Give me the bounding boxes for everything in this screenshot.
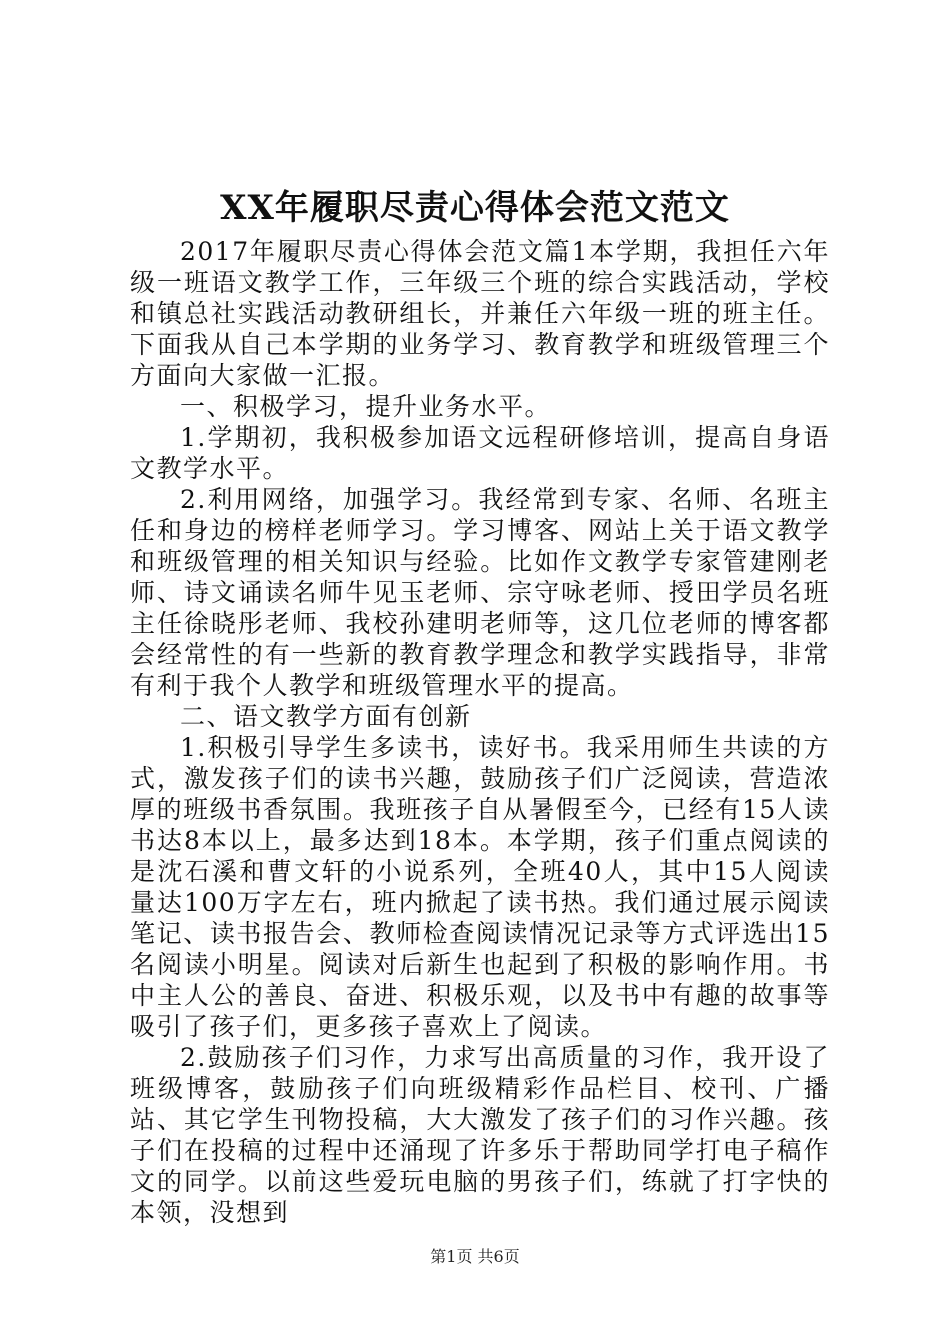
document-body [130,236,830,1228]
section-heading-2: 二、语文教学方面有创新 [180,702,472,731]
page-title: XX年履职尽责心得体会范文范文 [220,188,730,228]
section-heading-1: 一、积极学习，提升业务水平。 [180,392,552,421]
paragraph-1-2: 2.利用网络，加强学习。我经常到专家、名师、名班主任和身边的榜样老师学习。学习博客、网站上关于语文教学和班级管理的相关知识与经验。比如作文教学专家管建刚老师、诗文诵读名师牛见玉老师、宗守咏老师、授田学员名班主任徐晓彤老师、我校孙建明老师等，这几位老师的博客都会经常性的有一些新的教育教学理念和教学实践指导，非常有利于我个人教学和班级管理水平的提高。 [130,485,830,700]
paragraph-intro: 2017年履职尽责心得体会范文篇1本学期，我担任六年级一班语文教学工作，三年级三个班的综合实践活动，学校和镇总社实践活动教研组长，并兼任六年级一班的班主任。下面我从自己本学期的业务学习、教育教学和班级管理三个方面向大家做一汇报。 [130,237,830,390]
page-footer: 第1页 共6页 [430,1247,520,1266]
paragraph-2-1: 1.积极引导学生多读书，读好书。我采用师生共读的方式，激发孩子们的读书兴趣，鼓励孩子们广泛阅读，营造浓厚的班级书香氛围。我班孩子自从暑假至今，已经有15人读书达8本以上，最多达到18本。本学期，孩子们重点阅读的是沈石溪和曹文轩的小说系列，全班40人，其中15人阅读量达100万字左右，班内掀起了读书热。我们通过展示阅读笔记、读书报告会、教师检查阅读情况记录等方式评选出15名阅读小明星。阅读对后新生也起到了积极的影响作用。书中主人公的善良、奋进、积极乐观，以及书中有趣的故事等吸引了孩子们，更多孩子喜欢上了阅读。 [130,733,830,1041]
paragraph-1-1: 1.学期初，我积极参加语文远程研修培训，提高自身语文教学水平。 [130,423,830,483]
paragraph-2-2: 2.鼓励孩子们习作，力求写出高质量的习作，我开设了班级博客，鼓励孩子们向班级精彩作品栏目、校刊、广播站、其它学生刊物投稿，大大激发了孩子们的习作兴趣。孩子们在投稿的过程中还涌现了许多乐于帮助同学打电子稿作文的同学。以前这些爱玩电脑的男孩子们，练就了打字快的本领，没想到 [130,1043,830,1227]
